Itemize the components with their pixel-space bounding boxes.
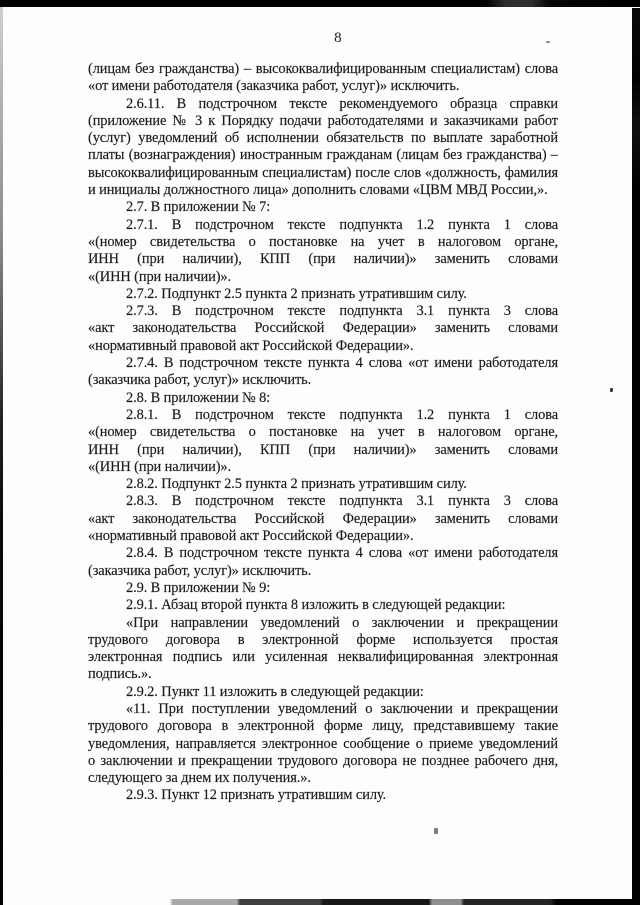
text-line: (приложение № 3 к Порядку подачи работодателями и заказчиками работ bbox=[88, 112, 558, 129]
text-line: ИНН (при наличии), КПП (при наличии)» заменить словами bbox=[88, 441, 558, 458]
text-line: 2.8.4. В подстрочном тексте пункта 4 слова «от имени работодателя bbox=[126, 545, 558, 562]
text-line: 2.7.2. Подпункт 2.5 пункта 2 признать утратившим силу. bbox=[126, 285, 467, 302]
text-line: электронная подпись или усиленная неквалифицированная электронная bbox=[88, 649, 558, 666]
text-line: трудового договора в электронной форме используется простая bbox=[88, 631, 558, 648]
text-line: 2.6.11. В подстрочном тексте рекомендуемого образца справки bbox=[126, 95, 558, 112]
text-line: «нормативный правовой акт Российской Федерации». bbox=[88, 337, 414, 354]
text-line: (лицам без гражданства) – высококвалифицированным специалистам) слова bbox=[88, 61, 558, 77]
text-line: 2.7.4. В подстрочном тексте пункта 4 слова «от имени работодателя bbox=[126, 355, 558, 372]
text-line: 2.8.2. Подпункт 2.5 пункта 2 признать утратившим силу. bbox=[126, 476, 467, 493]
text-line: и инициалы должностного лица» дополнить словами «ЦВМ МВД России,». bbox=[88, 182, 548, 199]
text-line: 2.9.1. Абзац второй пункта 8 изложить в следующей редакции: bbox=[126, 597, 506, 614]
text-line: трудового договора в электронной форме лицу, представившему такие bbox=[88, 718, 558, 735]
text-line: «(номер свидетельства о постановке на учет в налоговом органе, bbox=[88, 424, 558, 441]
text-line: следующего за днем их получения.». bbox=[88, 770, 311, 787]
text-line: «11. При поступлении уведомлений о заключении и прекращении bbox=[126, 700, 558, 717]
text-line: высококвалифицированным специалистам) после слов «должность, фамилия bbox=[88, 164, 558, 181]
text-line: (заказчика работ, услуг)» исключить. bbox=[88, 562, 312, 579]
scan-artifact bbox=[546, 41, 550, 43]
text-line: 2.8.1. В подстрочном тексте подпункта 1.2 пункта 1 слова bbox=[126, 406, 558, 423]
text-line: (заказчика работ, услуг)» исключить. bbox=[88, 372, 312, 389]
document-body bbox=[88, 61, 558, 805]
scan-edge-right bbox=[632, 8, 640, 905]
text-line: платы (вознаграждения) иностранным гражданам (лицам без гражданства) – bbox=[88, 147, 558, 164]
scan-artifact bbox=[434, 828, 438, 834]
text-line: 2.9.3. Пункт 12 признать утратившим силу. bbox=[126, 787, 387, 804]
text-line: «(ИНН (при наличии)». bbox=[88, 458, 231, 475]
text-line: 2.7.3. В подстрочном тексте подпункта 3.1 пункта 3 слова bbox=[126, 303, 558, 320]
text-line: «акт законодательства Российской Федерации» заменить словами bbox=[88, 510, 558, 527]
text-line: уведомления, направляется электронное сообщение о приеме уведомлений bbox=[88, 735, 558, 752]
text-line: 2.8. В приложении № 8: bbox=[126, 389, 271, 406]
text-line: «(ИНН (при наличии)». bbox=[88, 268, 231, 285]
text-line: подпись.». bbox=[88, 666, 152, 683]
text-line: 2.7.1. В подстрочном тексте подпункта 1.2 пункта 1 слова bbox=[126, 216, 558, 233]
scan-artifact bbox=[610, 388, 613, 392]
scan-edge-bottom bbox=[0, 899, 640, 905]
scan-edge-top bbox=[0, 0, 640, 7]
text-line: ИНН (при наличии), КПП (при наличии)» заменить словами bbox=[88, 251, 558, 268]
text-line: (услуг) уведомлений об исполнении обязательств по выплате заработной bbox=[88, 130, 558, 147]
text-line: 2.9.2. Пункт 11 изложить в следующей редакции: bbox=[126, 683, 424, 700]
text-line: «от имени работодателя (заказчика работ, услуг)» исключить. bbox=[88, 78, 460, 95]
text-line: «При направлении уведомлений о заключении и прекращении bbox=[126, 614, 558, 631]
text-line: 2.8.3. В подстрочном тексте подпункта 3.1 пункта 3 слова bbox=[126, 493, 558, 510]
text-line: «(номер свидетельства о постановке на учет в налоговом органе, bbox=[88, 233, 558, 250]
text-line: 2.9. В приложении № 9: bbox=[126, 579, 271, 596]
text-line: «акт законодательства Российской Федерации» заменить словами bbox=[88, 320, 558, 337]
page-number: 8 bbox=[334, 30, 342, 46]
text-line: «нормативный правовой акт Российской Федерации». bbox=[88, 528, 414, 545]
text-line: о заключении и прекращении трудового договора не позднее рабочего дня, bbox=[88, 752, 558, 769]
text-line: 2.7. В приложении № 7: bbox=[126, 199, 271, 216]
scan-edge-left bbox=[0, 7, 3, 905]
